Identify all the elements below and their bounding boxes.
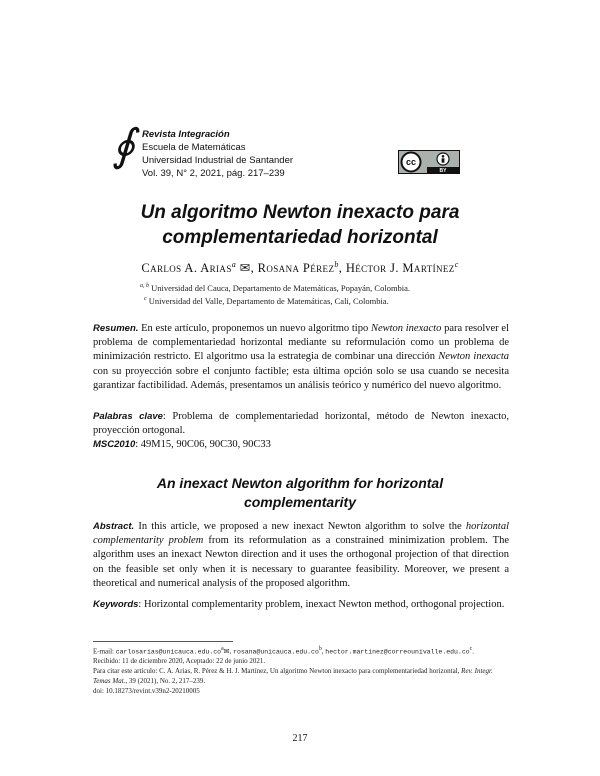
email-3-link[interactable]: hector.martinez@correounivalle.edu.co [325,648,470,656]
page-number: 217 [292,733,308,744]
author-2-sup: b [334,260,339,269]
english-title-line-1: An inexact Newton algorithm for horizontal [156,475,444,491]
resumen-text-2: para resolver el problema de complementariedad horizontal mediante su reformulación como un problema de minimización restricto. El algoritmo usa la estrategia de combinar una dirección [93,323,509,363]
email-label: E-mail: [93,647,114,656]
keywords-label: Keywords [93,599,139,610]
palabras-clave [93,410,509,438]
resumen-em-1: Newton inexacto [370,323,442,334]
journal-volume: Vol. 39, N° 2, 2021, pág. 217–239 [142,168,285,179]
resumen-em-2: Newton inexacta [438,351,509,363]
journal-logo-icon: ∮ [112,121,135,170]
paper-title-line-1: Un algoritmo Newton inexacto para [140,202,460,223]
resumen-text-3: con su proyección sobre el conjunto factible; esta última opción solo se usa cuando se necesita garantizar factibilidad. Además, presentamos un análisis teórico y numérico del nuevo algoritmo. [93,365,509,391]
abstract [93,520,509,591]
footnote-rule [93,641,233,642]
citation-text-2: , 39 (2021), No. 2, 217–239. [125,676,206,685]
paper-title [80,200,520,250]
resumen [93,322,509,393]
email-2-link[interactable]: rosana@unicauca.edu.co [233,648,319,656]
email-2-sup: b [318,646,322,652]
journal-name: Revista Integración [142,129,230,140]
msc-text: : 49M15, 90C06, 90C30, 90C33 [135,439,271,450]
journal-school: Escuela de Matemáticas [142,142,246,153]
msc-codes [93,438,509,452]
author-1: Carlos A. Arias [141,261,232,276]
abstract-text-1: In this article, we proposed a new inexact Newton algorithm to solve the [138,521,462,532]
author-3: Héctor J. Martínez [345,261,455,276]
journal-info [142,128,293,180]
abstract-text-2: from its reformulation as a constrained minimization problem. The algorithm uses an inexact Newton direction and it uses the orthogonal projection of that direction on the feasible set only when it is necessary to guarantee feasibility. Moreover, we present a theoretical and numerical analysis of the proposed algorithm. [93,535,510,589]
affiliation-c-text: Universidad del Valle, Departamento de Matemáticas, Cali, Colombia. [148,296,389,306]
affiliation-ab-sup: a, b [140,283,149,290]
cc-label: cc [405,157,417,167]
citation-journal: Rev. Integr. Temas Mat. [93,666,493,685]
footnote-doi[interactable]: doi: 10.18273/revint.v39n2-20210005 [93,686,200,695]
author-3-sup: c [454,260,459,269]
affiliation-ab [140,283,410,293]
resumen-text-1: En este artículo, proponemos un nuevo algoritmo tipo [141,323,369,334]
affiliation-ab-text: Universidad del Cauca, Departamento de Matemáticas, Popayán, Colombia. [151,283,411,293]
email-1-link[interactable]: carlosarias@unicauca.edu.co [115,648,222,656]
english-title-line-2: complementarity [243,494,357,510]
journal-university: Universidad Industrial de Santander [142,155,294,166]
email-3-sup: c [469,646,473,652]
abstract-label: Abstract. [93,521,135,532]
citation-text-1: Para citar este artículo: C. A. Arias, R. Pérez & H. J. Martínez, Un algoritmo Newton inexacto para complementariedad horizontal, [93,666,460,675]
by-label: BY [439,168,447,174]
cc-by-license-badge[interactable] [398,150,460,174]
author-list: Carlos A. Arias$^a$ ✉, Rosana Pérez$^b$, Héctor J. Martínez$^c$ [141,260,459,276]
palabras-clave-label: Palabras clave [93,411,163,422]
paper-title-line-2: complementariedad horizontal [162,227,438,248]
footnote-citation [93,667,509,687]
english-title [100,474,500,512]
email-1-sup: a [221,646,224,652]
palabras-clave-text: : Problema de complementariedad horizontal, método de Newton inexacto, proyección ortogonal. [93,411,509,437]
author-1-sup: a [231,260,237,269]
msc-label: MSC2010 [93,439,136,450]
footnote-mail-icon: ✉ [223,647,230,656]
footnote-emails: E-mail: $carlosarias@unicauca.edu.co^a✉$, $rosana@unicauca.edu.co^b$, $hector.martinez@correounivalle.edu.co^c$. [93,646,474,656]
affiliation-c [144,296,389,306]
footnote-received: Recibido: 11 de diciembre 2020, Aceptado: 22 de junio 2021. [93,657,266,666]
keywords-text: : Horizontal complementarity problem, inexact Newton method, orthogonal projection. [138,599,505,610]
affiliation-c-sup: c [144,296,147,303]
keywords [93,598,509,612]
footnote [93,645,509,696]
author-2: Rosana Pérez [257,261,335,276]
abstract-em: horizontal complementarity problem [93,521,509,547]
mail-icon[interactable]: ✉ [239,261,251,276]
resumen-label: Resumen. [93,323,139,334]
